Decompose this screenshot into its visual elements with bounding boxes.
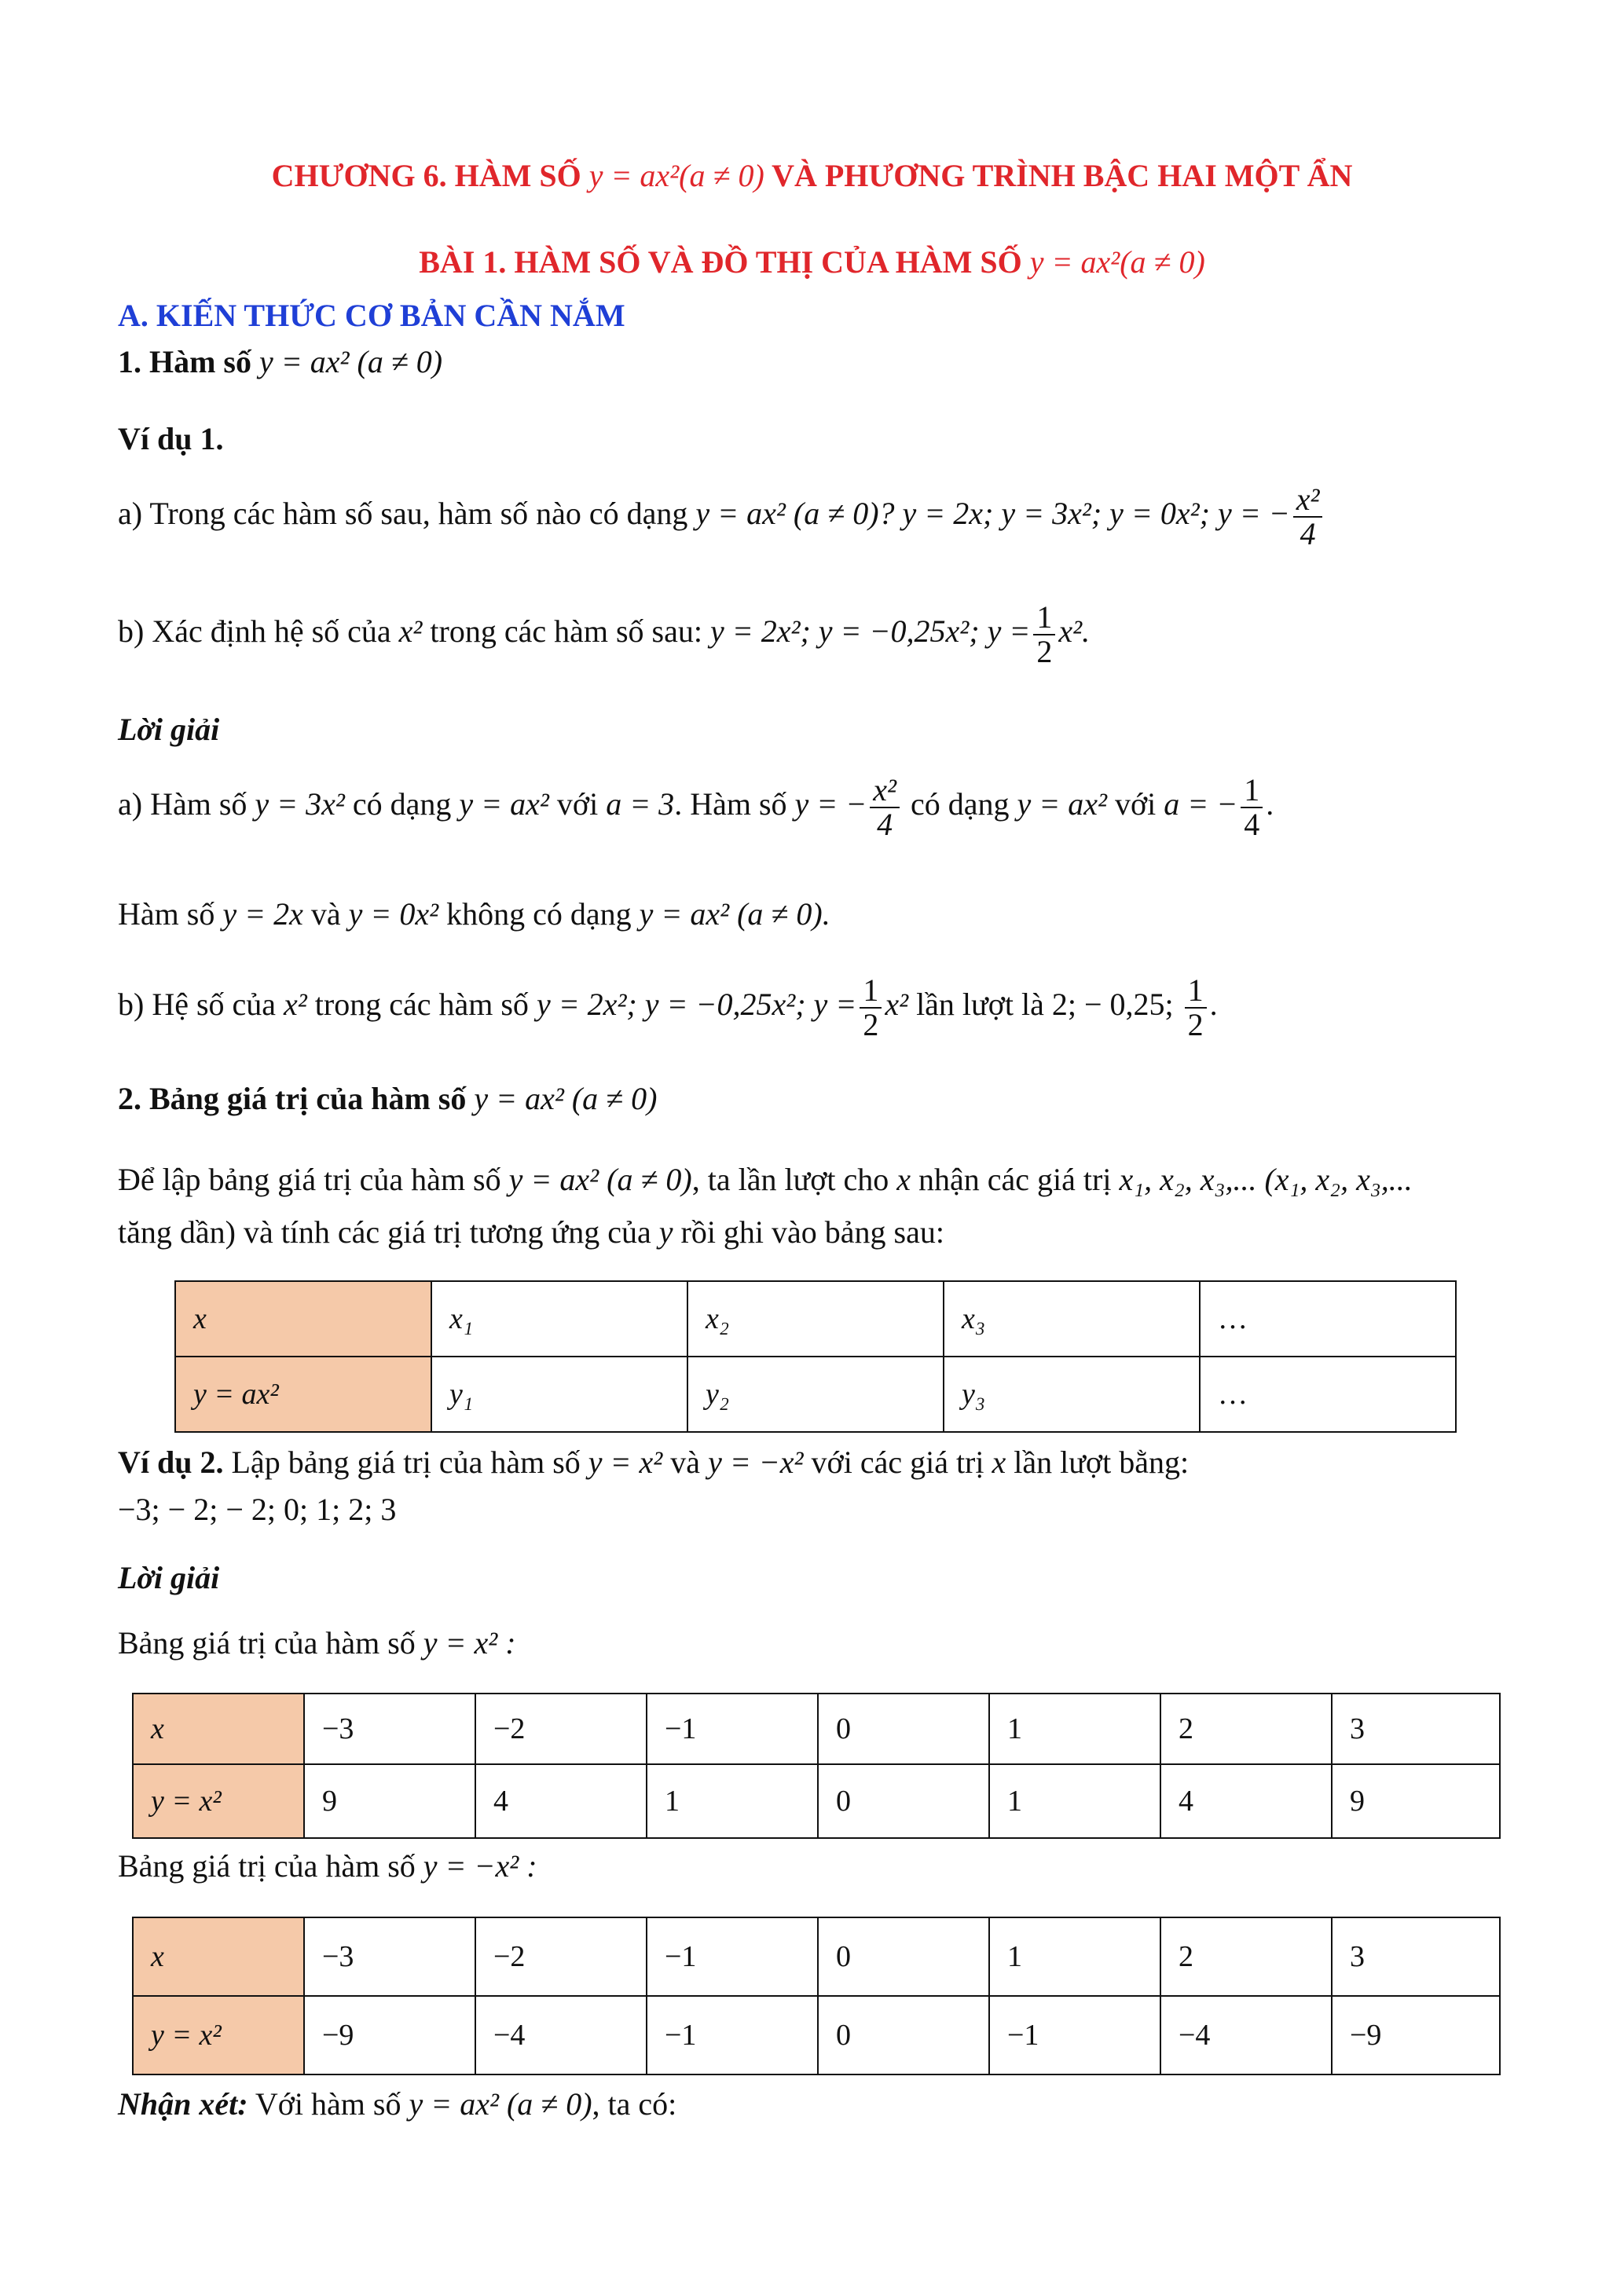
table-cell: y₃ — [944, 1357, 1200, 1432]
table-cell: −9 — [304, 1996, 475, 2074]
table-row — [133, 1996, 1500, 2074]
chapter-suffix: VÀ PHƯƠNG TRÌNH BẬC HAI MỘT ẨN — [772, 158, 1353, 193]
frac-num: x² — [870, 774, 900, 808]
section-a-heading: A. KIẾN THỨC CƠ BẢN CẦN NẮM — [118, 298, 625, 333]
table-cell: x₃ — [944, 1281, 1200, 1357]
example-2-title: Ví dụ 2. — [118, 1445, 224, 1480]
sol-a2-f2: y = 0x² — [348, 896, 439, 932]
sol-b-vals: 2; − 0,25; — [1051, 987, 1174, 1023]
table-cell: x₂ — [687, 1281, 944, 1357]
sol-a-f1: y = 3x² — [255, 786, 345, 822]
subsection-1-label: 1. Hàm số — [118, 344, 251, 379]
sol-a-t5: có dạng — [911, 786, 1010, 822]
ex2-t1: Lập bảng giá trị của hàm số — [231, 1445, 581, 1480]
table-cell: −1 — [647, 1996, 818, 2074]
table-cell: −4 — [1160, 1996, 1332, 2074]
table-cell: x — [133, 1694, 304, 1764]
p2-f1: y = ax² (a ≠ 0) — [508, 1162, 692, 1197]
ex1-a-formula: y = ax² (a ≠ 0)? — [695, 496, 895, 532]
table-cell: −3 — [304, 1694, 475, 1764]
sol-a-t3: với — [556, 786, 599, 822]
sol-b-t1: b) Hệ số của — [118, 987, 277, 1023]
caption1-text: Bảng giá trị của hàm số — [118, 1625, 416, 1661]
p2-t2: , ta lần lượt cho — [691, 1162, 889, 1197]
subsection-2-formula: y = ax² (a ≠ 0) — [474, 1081, 658, 1116]
lesson-formula: y = ax²(a ≠ 0) — [1029, 244, 1205, 280]
chapter-prefix: CHƯƠNG 6. HÀM SỐ — [271, 158, 581, 193]
frac-den: 2 — [1036, 634, 1053, 669]
caption2-text: Bảng giá trị của hàm số — [118, 1848, 416, 1884]
sol-a2-f3: y = ax² (a ≠ 0). — [639, 896, 830, 932]
ex2-f3: x — [992, 1445, 1006, 1480]
sol-a-f2: y = ax² — [459, 786, 549, 822]
sol-b-list: y = 2x²; y = −0,25x²; y = — [536, 987, 857, 1023]
fraction-1-over-2 — [860, 974, 882, 1042]
frac-den: 2 — [1187, 1007, 1204, 1042]
p2-t1: Để lập bảng giá trị của hàm số — [118, 1162, 501, 1197]
table-cell: 9 — [304, 1764, 475, 1838]
ex2-t2: và — [670, 1445, 701, 1480]
example-2-line-1 — [118, 1444, 1189, 1481]
table-cell: y₂ — [687, 1357, 944, 1432]
frac-den: 2 — [863, 1007, 879, 1042]
example-1-part-b — [118, 601, 1090, 668]
table-row — [133, 1917, 1500, 1996]
remark-formula: y = ax² (a ≠ 0) — [409, 2086, 592, 2122]
sol-a-t2: có dạng — [352, 786, 452, 822]
sol-a2-f1: y = 2x — [222, 896, 303, 932]
sol-b-t4: lần lượt là — [916, 987, 1044, 1023]
table-cell: 2 — [1160, 1694, 1332, 1764]
table-cell: −9 — [1332, 1996, 1500, 2074]
example-1-part-a — [118, 483, 1325, 551]
solution-1-part-a2 — [118, 895, 830, 933]
table-cell: 9 — [1332, 1764, 1500, 1838]
table-cell: x — [133, 1917, 304, 1996]
p2-f3: x₁, x₂, x₃,... (x₁, x₂, x₃,... — [1119, 1162, 1413, 1197]
paragraph-2-line-2 — [118, 1214, 944, 1251]
ex1-a-list: y = 2x; y = 3x²; y = 0x²; y = − — [902, 496, 1290, 532]
table-caption-positive — [118, 1624, 516, 1662]
table-cell: y = x² — [133, 1996, 304, 2074]
sol-a-t4: . Hàm số — [674, 786, 787, 822]
value-table-negative — [132, 1917, 1501, 2075]
sol-b-t3: x² — [885, 987, 909, 1023]
table-caption-negative — [118, 1847, 537, 1885]
ex2-t3: với các giá trị — [811, 1445, 984, 1480]
ex1-b-list: y = 2x²; y = −0,25x²; y = — [709, 613, 1031, 650]
table-cell: 0 — [818, 1996, 989, 2074]
ex1-b-text2: trong các hàm số sau: — [430, 613, 702, 650]
table-cell: … — [1200, 1281, 1456, 1357]
sol-a-end: . — [1266, 786, 1274, 822]
ex2-f2: y = −x² — [708, 1445, 804, 1480]
caption1-formula: y = x² : — [423, 1625, 516, 1661]
table-cell: −2 — [475, 1917, 647, 1996]
table-cell: −1 — [647, 1917, 818, 1996]
remark-label: Nhận xét: — [118, 2086, 248, 2122]
ex1-b-x2: x² — [398, 613, 423, 650]
table-cell: y = x² — [133, 1764, 304, 1838]
table-cell: x — [175, 1281, 431, 1357]
paragraph-2-line-1 — [118, 1161, 1413, 1199]
table-row — [175, 1281, 1456, 1357]
fraction-x2-over-4 — [870, 774, 900, 841]
fraction-1-over-4 — [1241, 774, 1263, 841]
table-cell: −4 — [475, 1996, 647, 2074]
sol-a2-t1: Hàm số — [118, 896, 215, 932]
subsection-2-label: 2. Bảng giá trị của hàm số — [118, 1081, 467, 1116]
lesson-prefix: BÀI 1. HÀM SỐ VÀ ĐỒ THỊ CỦA HÀM SỐ — [419, 244, 1022, 280]
caption2-formula: y = −x² : — [423, 1848, 537, 1884]
frac-num: x² — [1293, 483, 1323, 518]
p2-t3: nhận các giá trị — [918, 1162, 1112, 1197]
table-cell: 4 — [475, 1764, 647, 1838]
frac-num: 1 — [1185, 974, 1207, 1009]
table-cell: 1 — [989, 1764, 1160, 1838]
fraction-1-over-2 — [1185, 974, 1207, 1042]
solution-1-part-b — [118, 974, 1218, 1042]
subsection-1-heading — [118, 343, 442, 381]
table-row — [133, 1764, 1500, 1838]
chapter-title — [0, 157, 1624, 195]
fraction-1-over-2 — [1033, 601, 1055, 668]
p2-l2y: y — [658, 1214, 673, 1250]
remark-text: Với hàm số — [255, 2086, 401, 2122]
subsection-2-heading — [118, 1080, 657, 1118]
p2-l2b: rồi ghi vào bảng sau: — [680, 1214, 944, 1250]
example-1-solution-title: Lời giải — [118, 712, 220, 747]
ex1-a-text: a) Trong các hàm số sau, hàm số nào có dạng — [118, 496, 688, 532]
table-cell: y = ax² — [175, 1357, 431, 1432]
p2-f2: x — [896, 1162, 911, 1197]
table-cell: 0 — [818, 1694, 989, 1764]
table-cell: y₁ — [431, 1357, 687, 1432]
table-cell: x₁ — [431, 1281, 687, 1357]
table-cell: −2 — [475, 1694, 647, 1764]
frac-den: 4 — [1244, 807, 1260, 842]
table-cell: −1 — [989, 1996, 1160, 2074]
ex1-b-text: b) Xác định hệ số của — [118, 613, 391, 650]
table-row — [133, 1694, 1500, 1764]
table-cell: 3 — [1332, 1917, 1500, 1996]
p2-l2a: tăng dần) và tính các giá trị tương ứng của — [118, 1214, 651, 1250]
frac-num: 1 — [1241, 774, 1263, 808]
sol-b-x2: x² — [284, 987, 307, 1023]
sol-b-end: . — [1209, 987, 1218, 1023]
example-1-title: Ví dụ 1. — [118, 421, 224, 456]
sol-a2-t2: và — [310, 896, 341, 932]
sol-a-f4: y = − — [794, 786, 867, 822]
solution-1-part-a — [118, 774, 1274, 841]
table-cell: 1 — [989, 1917, 1160, 1996]
example-2-solution-title: Lời giải — [118, 1560, 220, 1595]
table-cell: 0 — [818, 1764, 989, 1838]
frac-num: 1 — [860, 974, 882, 1009]
example-2-values: −3; − 2; − 2; 0; 1; 2; 3 — [118, 1492, 397, 1527]
sol-a-t1: a) Hàm số — [118, 786, 247, 822]
sol-a2-t3: không có dạng — [446, 896, 632, 932]
sol-a-f2b: y = ax² — [1017, 786, 1108, 822]
sol-a-t6: với — [1115, 786, 1157, 822]
table-cell: 1 — [647, 1764, 818, 1838]
sol-a-f3: a = 3 — [606, 786, 675, 822]
ex2-f1: y = x² — [588, 1445, 663, 1480]
sol-b-t2: trong các hàm số — [314, 987, 529, 1023]
remark-end: , ta có: — [592, 2086, 677, 2122]
frac-den: 4 — [1300, 516, 1316, 551]
table-cell: 3 — [1332, 1694, 1500, 1764]
frac-den: 4 — [877, 807, 893, 842]
table-cell: 1 — [989, 1694, 1160, 1764]
lesson-title — [0, 244, 1624, 281]
table-cell: 0 — [818, 1917, 989, 1996]
table-cell: 2 — [1160, 1917, 1332, 1996]
table-cell: −3 — [304, 1917, 475, 1996]
table-cell: 4 — [1160, 1764, 1332, 1838]
sol-a-f5: a = − — [1164, 786, 1238, 822]
general-value-table — [174, 1280, 1457, 1433]
table-cell: … — [1200, 1357, 1456, 1432]
ex2-t4: lần lượt bằng: — [1014, 1445, 1190, 1480]
value-table-positive — [132, 1693, 1501, 1839]
remark-line — [118, 2085, 676, 2123]
table-cell: −1 — [647, 1694, 818, 1764]
chapter-formula: y = ax²(a ≠ 0) — [588, 158, 764, 193]
table-row — [175, 1357, 1456, 1432]
subsection-1-formula: y = ax² (a ≠ 0) — [259, 344, 443, 379]
fraction-x2-over-4 — [1293, 483, 1323, 551]
ex1-b-end: x². — [1058, 613, 1091, 650]
frac-num: 1 — [1033, 601, 1055, 635]
